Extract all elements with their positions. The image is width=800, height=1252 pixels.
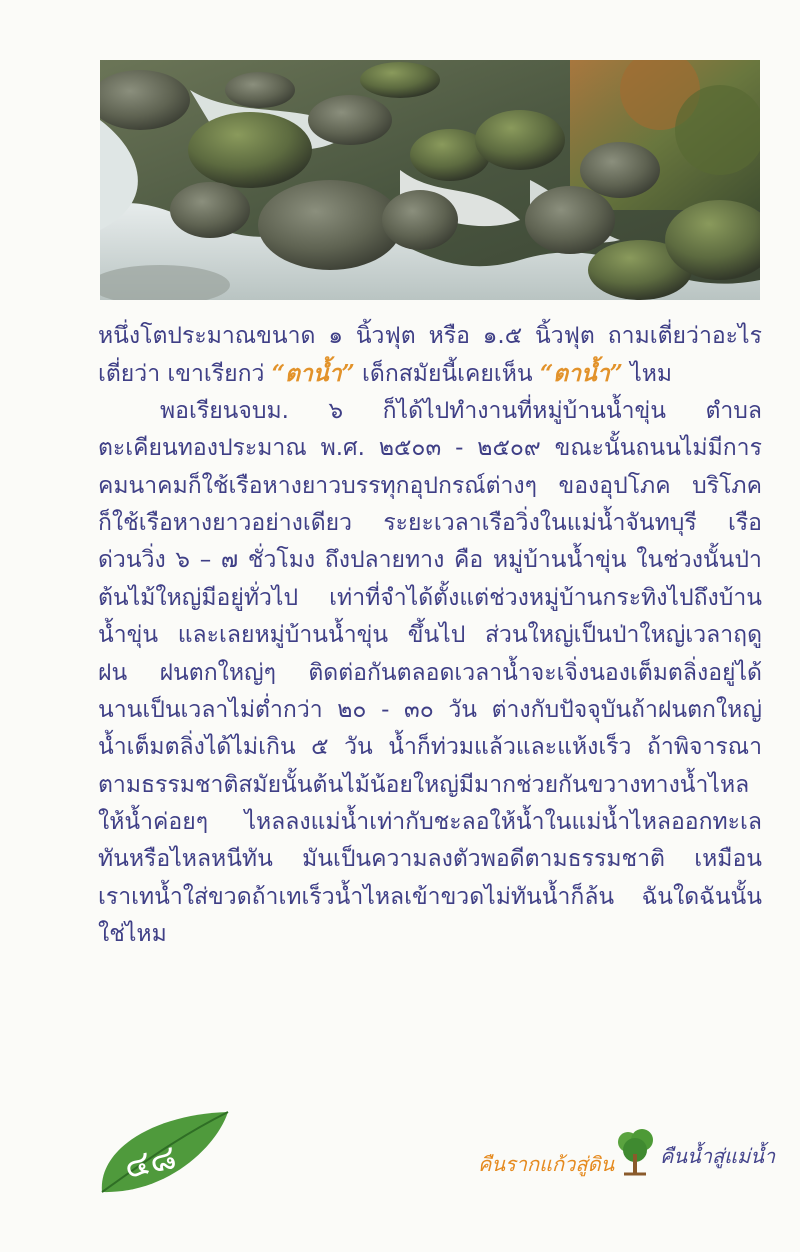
text-line-with-quotes bbox=[98, 355, 762, 392]
word: ถ้าพิจารณา bbox=[647, 734, 762, 761]
word: ตามธรรมชาติสมัยนั้นต้นไม้น้อยใหญ่มีมากช่วยกันขวางทางน้ำไหล bbox=[98, 771, 750, 798]
word: นานเป็นเวลาไม่ต่ำกว่า bbox=[98, 696, 323, 723]
word: ถึงปลายทาง bbox=[324, 547, 445, 574]
text-segment: ไหม bbox=[622, 361, 673, 388]
tree-icon bbox=[614, 1128, 656, 1178]
text-line bbox=[98, 767, 762, 804]
word: และเลยหมู่บ้านน้ำขุ่น bbox=[177, 622, 389, 649]
text-line bbox=[98, 841, 762, 878]
word: ส่วนใหญ่เป็นป่าใหญ่เวลาฤดู bbox=[485, 622, 762, 649]
word: หมู่บ้านน้ำขุ่น bbox=[492, 547, 627, 574]
word: ๓๐ bbox=[403, 696, 434, 723]
word: เรือ bbox=[727, 509, 762, 536]
word: น้ำเต็มตลิ่งได้ไม่เกิน bbox=[98, 734, 296, 761]
word: หรือ bbox=[428, 323, 470, 349]
word: ๒๐ bbox=[337, 696, 367, 723]
word: คือ bbox=[454, 547, 484, 574]
text-line bbox=[98, 542, 762, 579]
word: - bbox=[455, 435, 464, 462]
word: ให้น้ำค่อยๆ bbox=[98, 809, 209, 836]
word: น้ำก็ท่วมแล้วและแห้งเร็ว bbox=[388, 734, 632, 761]
word: ในช่วงนั้นป่า bbox=[636, 547, 762, 574]
footer-left-text: คืนรากแก้วสู่ดิน bbox=[478, 1152, 615, 1176]
text-segment: เด็กสมัยนี้เคยเห็น bbox=[354, 361, 540, 388]
word: ต่างกับปัจจุบันถ้าฝนตกใหญ่ bbox=[491, 696, 762, 723]
word: ถามเตี่ยว่าอะไร bbox=[607, 323, 762, 349]
text-line bbox=[98, 580, 762, 617]
word: ๒๕๐๙ bbox=[477, 435, 541, 462]
word: นิ้วฟุต bbox=[355, 323, 416, 349]
word: ๕ bbox=[311, 734, 329, 761]
page-number: ๔๘ bbox=[120, 1137, 180, 1187]
word: ระยะเวลาเรือวิ่งในแม่น้ำจันทบุรี bbox=[383, 509, 697, 536]
word: เหมือน bbox=[694, 846, 762, 873]
word: นิ้วฟุต bbox=[535, 323, 595, 349]
word: ๖ bbox=[175, 547, 191, 574]
word: ๗ bbox=[220, 547, 239, 574]
text-line bbox=[98, 879, 762, 916]
text-line bbox=[98, 729, 762, 766]
word: ตำบล bbox=[705, 397, 762, 424]
word: ฉันใดฉันนั้น bbox=[641, 883, 762, 910]
word: ฝน bbox=[98, 659, 128, 686]
body-text bbox=[98, 318, 762, 954]
word: ฝนตกใหญ่ๆ bbox=[159, 659, 276, 686]
word: – bbox=[199, 547, 212, 574]
word: ไหลลงแม่น้ำเท่ากับชะลอให้น้ำในแม่น้ำไหลออกทะเล bbox=[244, 809, 762, 836]
word: มันเป็นความลงตัวพอดีตามธรรมชาติ bbox=[302, 846, 665, 873]
word: บริโภค bbox=[692, 472, 762, 499]
word: ๒๕๐๓ bbox=[378, 435, 442, 462]
word: ก็ได้ไปทำงานที่หมู่บ้านน้ำขุ่น bbox=[382, 397, 666, 424]
quoted-term: “ตาน้ำ” bbox=[539, 360, 623, 388]
word: ๑.๕ bbox=[482, 323, 523, 349]
stream-photo bbox=[100, 60, 760, 300]
text-line bbox=[98, 430, 762, 467]
word: ก็ใช้เรือหางยาวอย่างเดียว bbox=[98, 509, 353, 536]
text-line-indented bbox=[98, 393, 762, 430]
word: ต้นไม้ใหญ่มีอยู่ทั่วไป bbox=[98, 584, 299, 611]
word: ๖ bbox=[328, 397, 344, 424]
word: วัน bbox=[344, 734, 373, 761]
quoted-term: “ตาน้ำ” bbox=[271, 360, 355, 388]
text-line bbox=[98, 804, 762, 841]
word: ติดต่อกันตลอดเวลาน้ำจะเจิ่งนองเต็มตลิ่งอยู่ได้ bbox=[308, 659, 762, 686]
text-line bbox=[98, 505, 762, 542]
word: ขึ้นไป bbox=[407, 622, 466, 649]
word: เราเทน้ำใส่ขวดถ้าเทเร็วน้ำไหลเข้าขวดไม่ทันน้ำก็ล้น bbox=[98, 883, 615, 910]
word: ชั่วโมง bbox=[247, 547, 316, 574]
word: - bbox=[381, 696, 390, 723]
word: ขณะนั้นถนนไม่มีการ bbox=[554, 435, 762, 462]
word: พ.ศ. bbox=[320, 435, 365, 462]
text-line bbox=[98, 617, 762, 654]
word: คมนาคมก็ใช้เรือหางยาวบรรทุกอุปกรณ์ต่างๆ bbox=[98, 472, 537, 499]
text-line: ใช่ไหม bbox=[98, 921, 167, 948]
word: พอเรียนจบม. bbox=[160, 397, 289, 424]
text-line bbox=[98, 655, 762, 692]
word: ทันหรือไหลหนีทัน bbox=[98, 846, 273, 873]
word: ตะเคียนทองประมาณ bbox=[98, 435, 307, 462]
text-line bbox=[98, 468, 762, 505]
text-segment: เตี่ยว่า เขาเรียกว่ bbox=[98, 361, 272, 388]
word: เท่าที่จำได้ตั้งแต่ช่วงหมู่บ้านกระทิงไปถึงบ้าน bbox=[329, 584, 762, 611]
word: ด่วนวิ่ง bbox=[98, 547, 166, 574]
word: วัน bbox=[448, 696, 477, 723]
word: หนึ่งโตประมาณขนาด bbox=[98, 323, 316, 349]
word: ๑ bbox=[328, 323, 343, 349]
word: ของอุปโภค bbox=[558, 472, 671, 499]
text-line bbox=[98, 318, 762, 355]
footer-right-text: คืนน้ำสู่แม่น้ำ bbox=[660, 1144, 776, 1168]
word: น้ำขุ่น bbox=[98, 622, 159, 649]
text-line bbox=[98, 692, 762, 729]
